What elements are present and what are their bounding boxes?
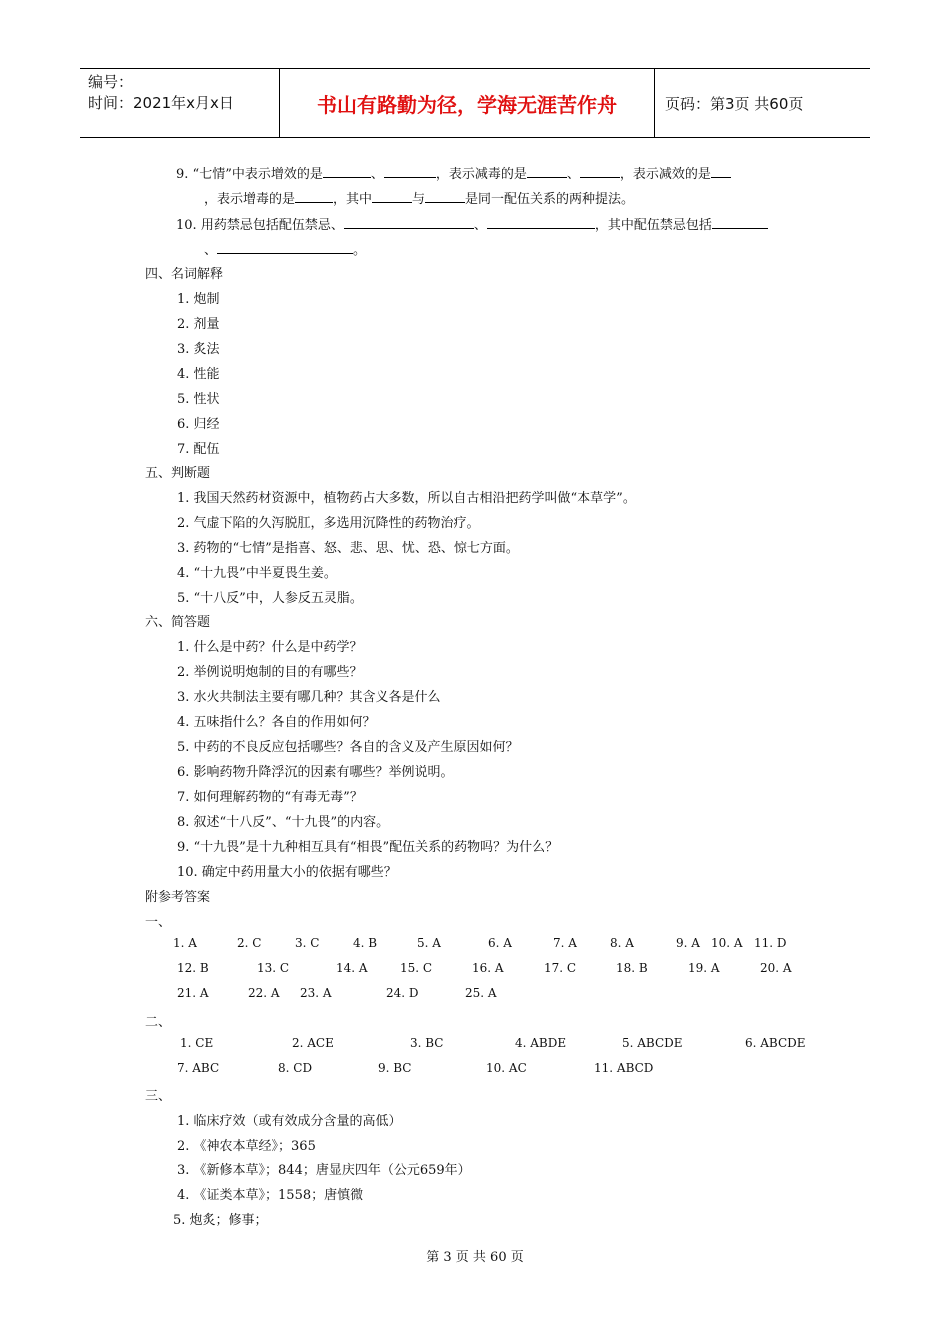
- blank[interactable]: [711, 165, 731, 178]
- blank[interactable]: [372, 190, 412, 203]
- list-item: 6. 归经: [177, 417, 220, 432]
- list-item: 2. 气虚下陷的久泻脱肛，多选用沉降性的药物治疗。: [177, 516, 480, 531]
- list-item: 5. 性状: [177, 392, 220, 407]
- answer-part-title: 三、: [145, 1089, 172, 1104]
- q9-text: ，其中: [333, 192, 373, 207]
- answer-item: 2. C: [237, 936, 262, 950]
- answer-item: 10. A: [711, 936, 743, 950]
- q9-text: ，表示增毒的是: [204, 192, 296, 207]
- answer-item: 24. D: [386, 986, 419, 1000]
- q9-text: 、: [566, 167, 580, 182]
- blank[interactable]: [487, 216, 595, 229]
- list-item: 2. 剂量: [177, 317, 220, 332]
- list-item: 4. 性能: [177, 367, 220, 382]
- list-item: 4. 五味指什么？各自的作用如何？: [177, 715, 376, 730]
- answer-item: 17. C: [544, 961, 577, 975]
- q9-text: 与: [412, 192, 426, 207]
- page-header: [80, 68, 870, 138]
- answer-item: 6. A: [488, 936, 512, 950]
- answer-item: 11. ABCD: [594, 1061, 654, 1075]
- list-item: 1. 炮制: [177, 292, 220, 307]
- list-item: 5. 炮炙；修事；: [173, 1213, 268, 1228]
- q10-text: ，其中配伍禁忌包括: [594, 218, 712, 233]
- list-item: 2. 《神农本草经》；365: [177, 1139, 316, 1154]
- answer-item: 8. A: [610, 936, 634, 950]
- header-page-label: 页码：第3页 共60页: [665, 94, 804, 113]
- blank[interactable]: [527, 165, 567, 178]
- q10-text: 、: [204, 243, 218, 258]
- list-item: 3. 水火共制法主要有哪几种？其含义各是什么: [177, 690, 441, 705]
- answer-item: 3. C: [295, 936, 320, 950]
- blank[interactable]: [295, 190, 333, 203]
- answer-item: 10. AC: [486, 1061, 527, 1075]
- q9-line2: [204, 188, 634, 207]
- list-item: 8. 叙述“十八反”、“十九畏”的内容。: [177, 815, 390, 830]
- answer-item: 19. A: [688, 961, 720, 975]
- blank[interactable]: [323, 165, 371, 178]
- q10-line2: [204, 239, 366, 258]
- answer-item: 9. A: [676, 936, 700, 950]
- list-item: 3. 《新修本草》；844；唐显庆四年（公元659年）: [177, 1163, 471, 1178]
- q9-text: 、: [370, 167, 384, 182]
- section-title: 六、简答题: [145, 615, 211, 630]
- answer-item: 21. A: [177, 986, 209, 1000]
- answer-item: 7. A: [553, 936, 577, 950]
- answer-item: 1. A: [173, 936, 197, 950]
- blank[interactable]: [425, 190, 465, 203]
- answer-item: 23. A: [300, 986, 332, 1000]
- answer-item: 13. C: [257, 961, 290, 975]
- blank[interactable]: [217, 241, 353, 254]
- q10-line1: [176, 214, 768, 233]
- list-item: 1. 什么是中药？什么是中药学？: [177, 640, 363, 655]
- answer-item: 14. A: [336, 961, 368, 975]
- q10-text: 。: [353, 243, 367, 258]
- list-item: 7. 配伍: [177, 442, 220, 457]
- answer-item: 4. ABDE: [515, 1036, 567, 1050]
- list-item: 5. 中药的不良反应包括哪些？各自的含义及产生原因如何？: [177, 740, 519, 755]
- answer-item: 11. D: [754, 936, 787, 950]
- answer-item: 5. ABCDE: [622, 1036, 683, 1050]
- answer-item: 25. A: [465, 986, 497, 1000]
- header-number-label: 编号：: [88, 73, 134, 91]
- list-item: 1. 临床疗效（或有效成分含量的高低）: [177, 1114, 402, 1129]
- list-item: 7. 如何理解药物的“有毒无毒”？: [177, 790, 363, 805]
- answer-item: 2. ACE: [292, 1036, 334, 1050]
- answer-item: 16. A: [472, 961, 504, 975]
- answer-item: 12. B: [177, 961, 209, 975]
- answer-item: 15. C: [400, 961, 433, 975]
- q9-text: ，表示减毒的是: [435, 167, 527, 182]
- answers-title: 附参考答案: [145, 890, 211, 905]
- list-item: 10. 确定中药用量大小的依据有哪些？: [177, 865, 397, 880]
- q10-number: 10.: [176, 218, 197, 233]
- list-item: 2. 举例说明炮制的目的有哪些？: [177, 665, 363, 680]
- answer-item: 1. CE: [180, 1036, 214, 1050]
- list-item: 5. “十八反”中，人参反五灵脂。: [177, 591, 363, 606]
- blank[interactable]: [384, 165, 436, 178]
- list-item: 1. 我国天然药材资源中，植物药占大多数，所以自古相沿把药学叫做“本草学”。: [177, 491, 636, 506]
- q9-text: 是同一配伍关系的两种提法。: [465, 192, 635, 207]
- answer-item: 4. B: [353, 936, 378, 950]
- answer-part-title: 二、: [145, 1015, 172, 1030]
- header-motto: 书山有路勤为径，学海无涯苦作舟: [280, 69, 655, 137]
- answer-item: 7. ABC: [177, 1061, 220, 1075]
- answer-item: 22. A: [248, 986, 280, 1000]
- list-item: 4. “十九畏”中半夏畏生姜。: [177, 566, 337, 581]
- list-item: 9. “十九畏”是十九种相互具有“相畏”配伍关系的药物吗？为什么？: [177, 840, 559, 855]
- header-date-label: 时间：2021年x月x日: [88, 94, 234, 112]
- answer-item: 3. BC: [410, 1036, 444, 1050]
- list-item: 3. 炙法: [177, 342, 220, 357]
- answer-part-title: 一、: [145, 915, 172, 930]
- q9-line1: [176, 163, 731, 182]
- answer-item: 5. A: [417, 936, 441, 950]
- section-title: 四、名词解释: [145, 267, 224, 282]
- list-item: 3. 药物的“七情”是指喜、怒、悲、思、忧、恐、惊七方面。: [177, 541, 519, 556]
- q9-text: ，表示减效的是: [619, 167, 711, 182]
- answer-item: 9. BC: [378, 1061, 412, 1075]
- section-title: 五、判断题: [145, 466, 211, 481]
- q10-text: 、: [473, 218, 487, 233]
- q10-text: 用药禁忌包括配伍禁忌、: [200, 218, 344, 233]
- answer-item: 6. ABCDE: [745, 1036, 806, 1050]
- blank[interactable]: [580, 165, 620, 178]
- blank[interactable]: [344, 216, 474, 229]
- list-item: 6. 影响药物升降浮沉的因素有哪些？举例说明。: [177, 765, 454, 780]
- header-meta: [80, 69, 280, 137]
- answer-item: 18. B: [616, 961, 648, 975]
- blank[interactable]: [712, 216, 768, 229]
- answer-item: 20. A: [760, 961, 792, 975]
- list-item: 4. 《证类本草》；1558；唐慎微: [177, 1188, 364, 1203]
- q9-text: “七情”中表示增效的是: [192, 167, 323, 182]
- answer-item: 8. CD: [278, 1061, 313, 1075]
- page-footer: 第 3 页 共 60 页: [426, 1250, 524, 1265]
- q9-number: 9.: [176, 167, 189, 182]
